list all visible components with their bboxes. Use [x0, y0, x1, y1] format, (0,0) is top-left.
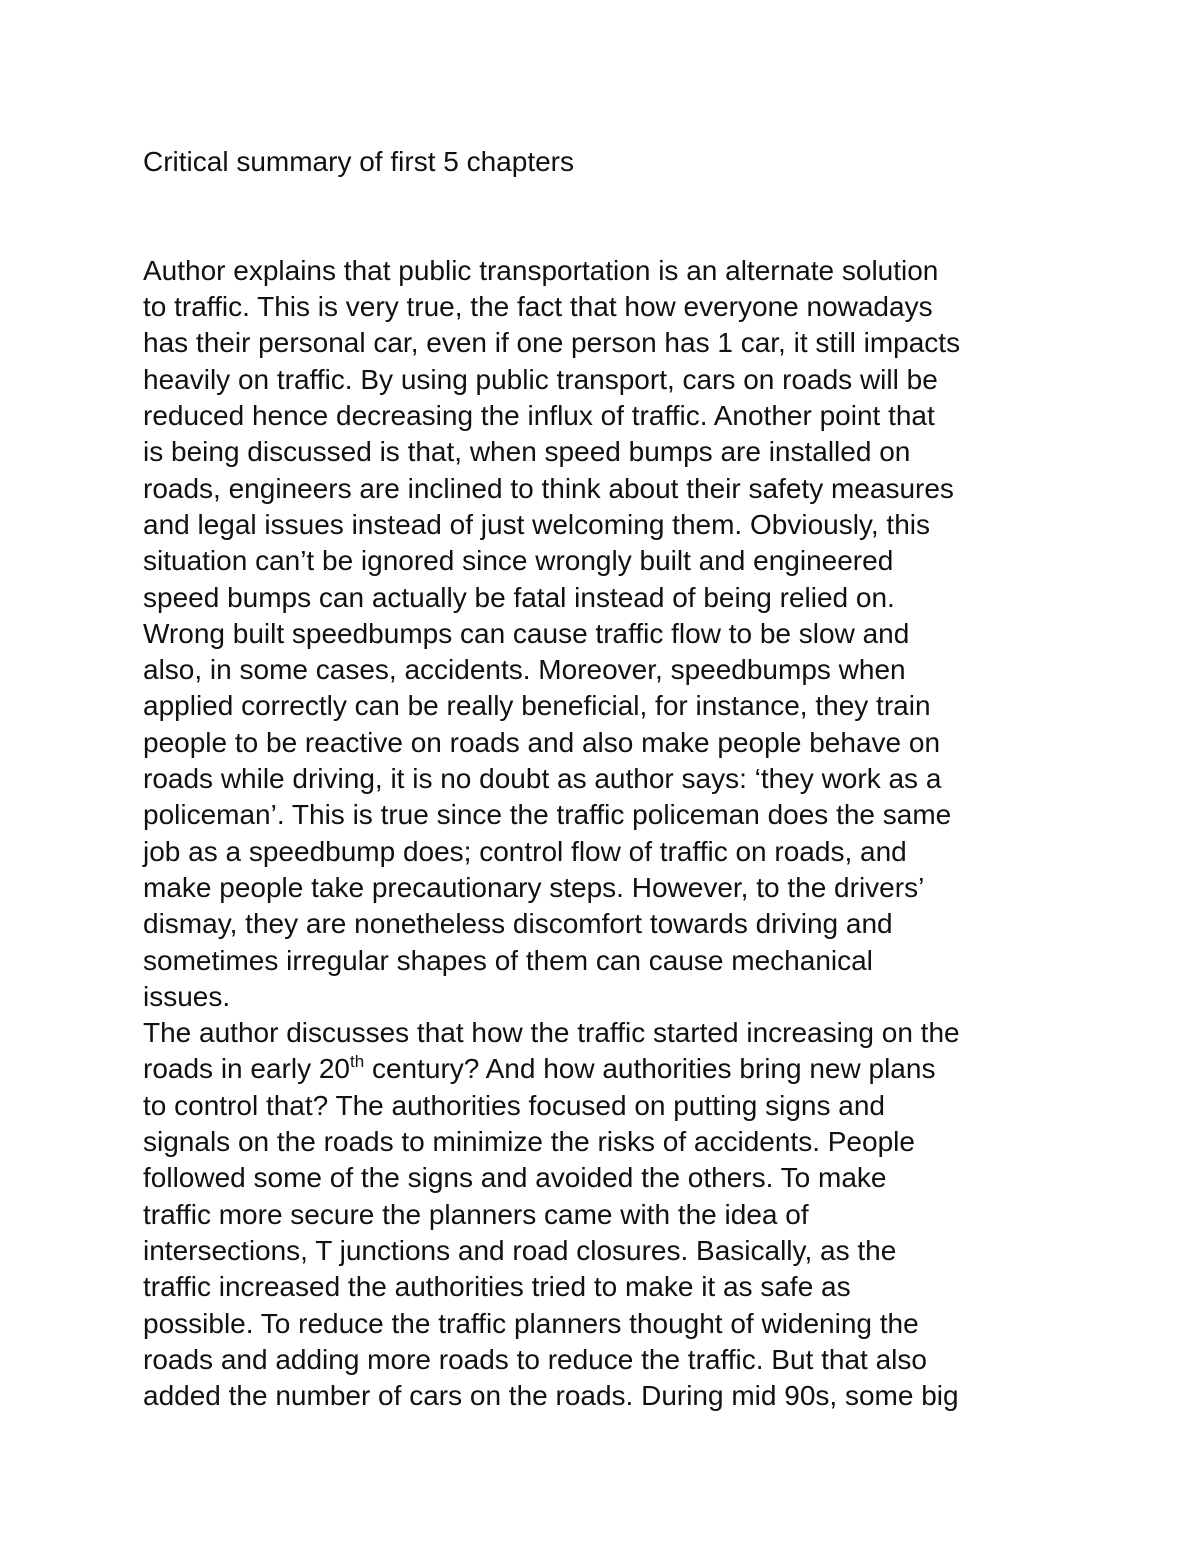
paragraph-line: policeman’. This is true since the traffic policeman does the same	[143, 799, 952, 831]
paragraph-line: people to be reactive on roads and also make people behave on	[143, 726, 941, 758]
paragraph-1	[143, 253, 1083, 1015]
paragraph-line: possible. To reduce the traffic planners thought of widening the	[143, 1307, 919, 1339]
paragraph-line: applied correctly can be really beneficial, for instance, they train	[143, 690, 931, 722]
paragraph-line: signals on the roads to minimize the risks of accidents. People	[143, 1126, 915, 1158]
paragraph-line: traffic increased the authorities tried to make it as safe as	[143, 1271, 851, 1303]
paragraph-line: intersections, T junctions and road closures. Basically, as the	[143, 1234, 897, 1266]
paragraph-line: also, in some cases, accidents. Moreover, speedbumps when	[143, 654, 906, 686]
paragraph-line: and legal issues instead of just welcoming them. Obviously, this	[143, 508, 930, 540]
paragraph-line: Author explains that public transportation is an alternate solution	[143, 254, 939, 286]
line-text: century? And how authorities bring new plans	[364, 1053, 936, 1085]
paragraph-line: dismay, they are nonetheless discomfort towards driving and	[143, 908, 893, 940]
paragraph-line-with-superscript	[143, 1051, 1083, 1087]
paragraph-line: job as a speedbump does; control flow of traffic on roads, and	[143, 835, 907, 867]
paragraph-line: speed bumps can actually be fatal instead of being relied on.	[143, 581, 895, 613]
paragraph-line: situation can’t be ignored since wrongly built and engineered	[143, 545, 894, 577]
paragraph-line: roads, engineers are inclined to think about their safety measures	[143, 472, 954, 504]
paragraph-line: is being discussed is that, when speed bumps are installed on	[143, 436, 911, 468]
paragraph-line: roads while driving, it is no doubt as author says: ‘they work as a	[143, 763, 942, 795]
document-body	[143, 144, 1083, 1414]
paragraph-line: reduced hence decreasing the influx of traffic. Another point that	[143, 400, 935, 432]
paragraph-line: added the number of cars on the roads. During mid 90s, some big	[143, 1380, 959, 1412]
paragraph-line: to traffic. This is very true, the fact that how everyone nowadays	[143, 291, 933, 323]
paragraph-line: issues.	[143, 980, 231, 1012]
line-text: roads in early 20	[143, 1053, 351, 1085]
paragraph-line: make people take precautionary steps. However, to the drivers’	[143, 871, 925, 903]
paragraph-line: traffic more secure the planners came with the idea of	[143, 1198, 809, 1230]
ordinal-superscript: th	[350, 1052, 365, 1072]
paragraph-line: sometimes irregular shapes of them can cause mechanical	[143, 944, 873, 976]
paragraph-line: followed some of the signs and avoided the others. To make	[143, 1162, 887, 1194]
paragraph-line: Wrong built speedbumps can cause traffic flow to be slow and	[143, 617, 910, 649]
paragraph-2	[143, 1015, 1083, 1414]
paragraph-line: heavily on traffic. By using public transport, cars on roads will be	[143, 363, 938, 395]
paragraph-line: roads and adding more roads to reduce the traffic. But that also	[143, 1343, 927, 1375]
title-spacing	[143, 180, 1083, 253]
document-title: Critical summary of first 5 chapters	[143, 146, 574, 177]
paragraph-line: has their personal car, even if one person has 1 car, it still impacts	[143, 327, 961, 359]
paragraph-line: to control that? The authorities focused on putting signs and	[143, 1089, 885, 1121]
paragraph-line: The author discusses that how the traffic started increasing on the	[143, 1017, 960, 1049]
